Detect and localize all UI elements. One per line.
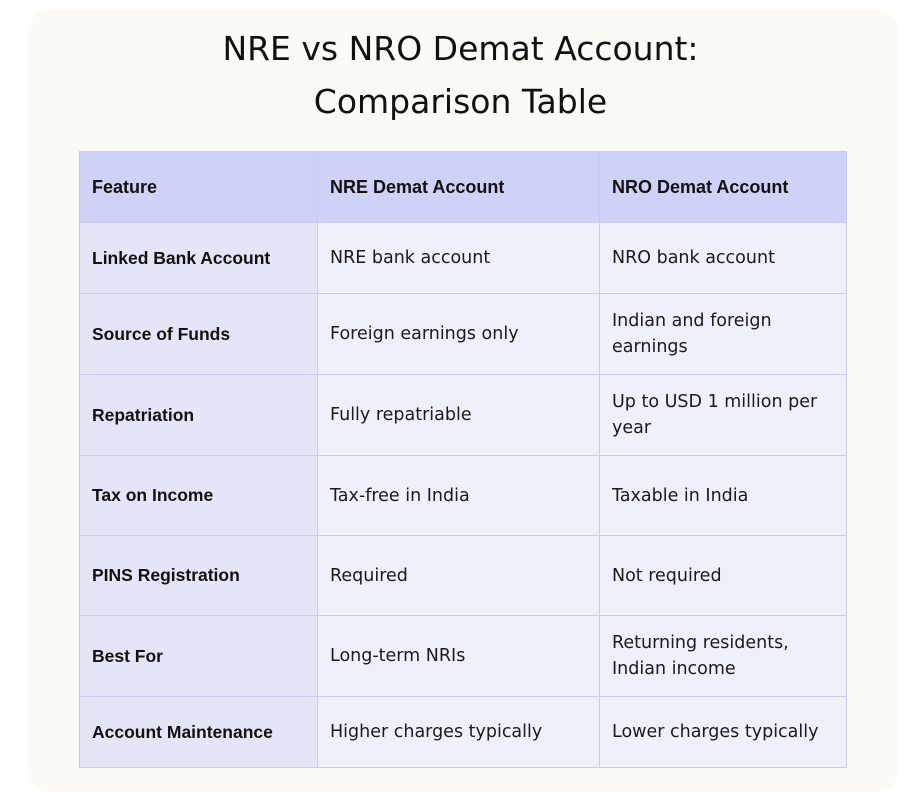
table-row — [80, 697, 847, 768]
table-row — [80, 456, 847, 536]
feature-cell: PINS Registration — [80, 536, 318, 616]
nre-cell: Long-term NRIs — [318, 616, 600, 697]
nre-cell: NRE bank account — [318, 223, 600, 294]
table-row — [80, 616, 847, 697]
table-row — [80, 223, 847, 294]
table-body — [80, 223, 847, 768]
nre-cell: Required — [318, 536, 600, 616]
feature-cell: Linked Bank Account — [80, 223, 318, 294]
nro-cell: NRO bank account — [600, 223, 847, 294]
table-header-row — [80, 152, 847, 223]
feature-cell: Best For — [80, 616, 318, 697]
feature-cell: Account Maintenance — [80, 697, 318, 768]
comparison-table — [79, 151, 847, 768]
page-title — [0, 22, 921, 128]
table-row — [80, 375, 847, 456]
table-header — [80, 152, 847, 223]
nro-cell: Lower charges typically — [600, 697, 847, 768]
nro-cell: Taxable in India — [600, 456, 847, 536]
header-feature: Feature — [80, 152, 318, 223]
page-title-line-2: Comparison Table — [313, 82, 608, 121]
table-row — [80, 294, 847, 375]
nro-cell: Not required — [600, 536, 847, 616]
nro-cell: Returning residents, Indian income — [600, 616, 847, 697]
nre-cell: Foreign earnings only — [318, 294, 600, 375]
feature-cell: Source of Funds — [80, 294, 318, 375]
nre-cell: Fully repatriable — [318, 375, 600, 456]
page-title-line-1: NRE vs NRO Demat Account: — [222, 29, 699, 68]
feature-cell: Repatriation — [80, 375, 318, 456]
feature-cell: Tax on Income — [80, 456, 318, 536]
nro-cell: Up to USD 1 million per year — [600, 375, 847, 456]
nre-cell: Tax-free in India — [318, 456, 600, 536]
header-nre-demat-account: NRE Demat Account — [318, 152, 600, 223]
table-row — [80, 536, 847, 616]
nre-cell: Higher charges typically — [318, 697, 600, 768]
nro-cell: Indian and foreign earnings — [600, 294, 847, 375]
header-nro-demat-account: NRO Demat Account — [600, 152, 847, 223]
